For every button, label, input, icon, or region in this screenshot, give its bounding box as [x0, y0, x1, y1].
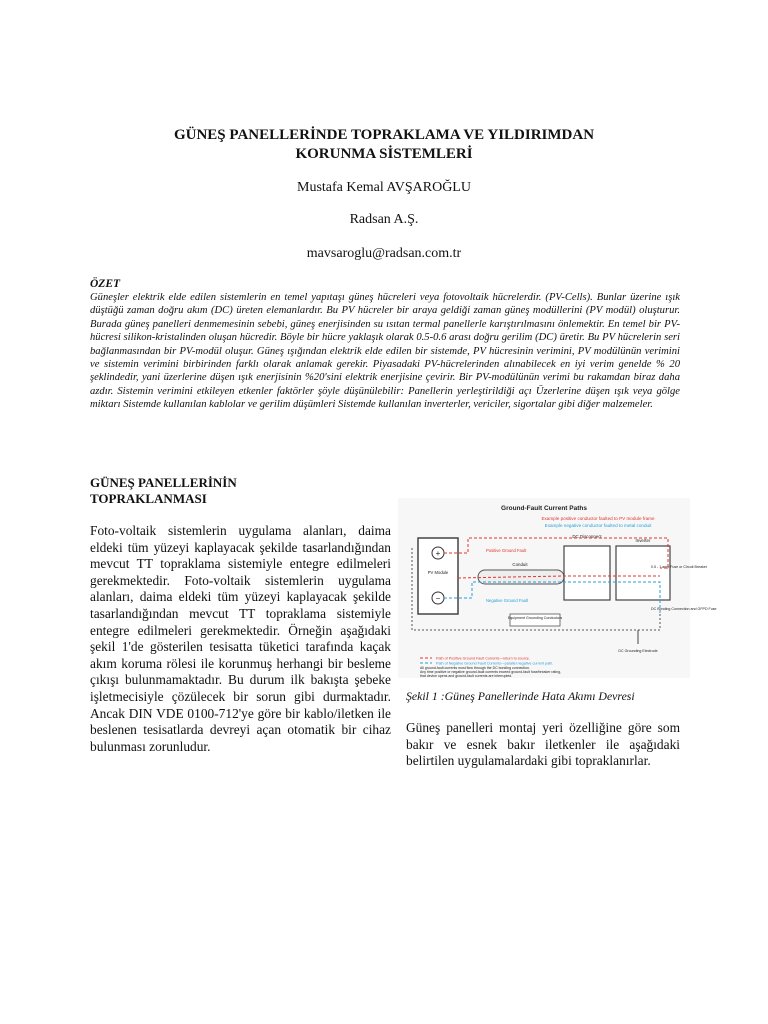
- title-line-1: GÜNEŞ PANELLERİNDE TOPRAKLAMA VE YILDIRIMDAN: [173, 127, 595, 143]
- affiliation: Radsan A.Ş.: [349, 212, 419, 227]
- inverter-box: [616, 546, 670, 600]
- fuse-label: 0.5 - 1 amp Fuse or Circuit Breaker: [651, 565, 708, 569]
- bonding-label: DC Bonding Connection and GFPD Fuse: [651, 607, 717, 611]
- figure-caption: Şekil 1 :Güneş Panellerinde Hata Akımı Devresi: [406, 689, 635, 703]
- electrode-label: DC Grounding Electrode: [618, 649, 658, 653]
- abstract-heading: ÖZET: [90, 278, 121, 290]
- section-heading-line-1: GÜNEŞ PANELLERİNİN: [90, 475, 237, 490]
- author-email: mavsaroglu@radsan.com.tr: [306, 246, 462, 261]
- dc-disconnect-box: [564, 546, 610, 600]
- abstract-text: Güneşler elektrik elde edilen sistemlerin en temel yapıtaşı güneş hücreleri veya fotovoltaik hücrelerdir. (PV-Cells). Bunlar üzerine ışık düştüğü zaman doğru akım (DC) üreten elemanlardır. Bu PV hücreler bir araya geldiği zaman güneş modüllerini (PV modül) oluşturur. Burada güneş panelleri denmemesinin sebebi, güneş enerjisinden su ısıtan termal panellerle karıştırılmasını önlemektir. En temel bir PV-hücresi silikon-kristalinden oluşan hücredir. Böyle bir hücre yaklaşık olarak 0.5-0.6 arası doğru gerilim (DC) üretir. Bu PV hücrelerin seri bağlanmasından bir PV-modül oluşur. Güneş ışığından elektrik elde edilen bir sistemde, PV hücresinin verimini, PV modülünün verimini ve sistemin verimini birbirinden farklı olarak anlamak gerekir. Piyasadaki PV-hücrelerinden alınabilecek en iyi verim genelde % 20 şeklindedir, yani üzerlerine düşen ışık enerjisinin %20'sini elektrik enerjisine çevirir. Bir PV-modülünün verimi bu rakamdan biraz daha azdır. Sistemin verimini etkileyen etkenler faktörler şöyle düşünülebilir: Panellerin yerleştirildiği açı Üzerlerine düşen ışık veya gölge miktarı Sistemde kullanılan kablolar ve gerilim düşümleri Sistemde kullanılan inverterler, vericiler, sigortalar gibi diğer malzemeler.: [90, 292, 680, 411]
- positive-sign-icon: +: [435, 549, 441, 558]
- figure-note-2: Any time positive or negative ground-fault currents exceed ground-fault fuse/breaker rating,: [420, 670, 562, 674]
- figure-subtitle-2: Example negative conductor faulted to metal conduit: [544, 523, 652, 528]
- inverter-label: Inverter: [635, 538, 651, 543]
- figure-note-3: that device opens and ground-fault currents are interrupted.: [420, 674, 513, 678]
- egc-label: Equipment Grounding Conductors: [507, 616, 563, 620]
- title-line-2: KORUNMA SİSTEMLERİ: [295, 146, 473, 162]
- pv-module-label: PV Module: [427, 570, 449, 575]
- legend-positive: Path of Positive Ground Fault Currents—return to source.: [436, 656, 530, 661]
- ground-fault-diagram: [398, 498, 717, 678]
- section-heading: [90, 475, 380, 507]
- positive-fault-label: Positive Ground Fault: [486, 548, 527, 553]
- figure-title: Ground-Fault Current Paths: [501, 505, 587, 512]
- ground-fault-figure: [398, 498, 717, 678]
- section-body-left: Foto-voltaik sistemlerin uygulama alanları, daima eldeki tüm yüzeyi kaplayacak şekilde tasarlandığından mevcut TT topraklama sistemiyle entegre edilmeleri gerekmektedir. Foto-voltaik sistemlerin uygulama alanları, daima eldeki tüm yüzeyi kaplayacak şekilde tasarlandığından mevcut TT topraklama sistemiyle entegre edilmeleri gerekmektedir. Örneğin aşağıdaki şekil 1'de gösterilen tesisatta tüketici tarafında kaçak akım koruma rölesi ile korunmuş herhangi bir besleme çıkışı bulunmamaktadır. Bu durum ilk bakışta şebeke işletmecisiyle çözülecek bir sorun gibi durmaktadır. Ancak DIN VDE 0100-712'ye göre bir kablo/iletken ile beslenen tesisatlarda devreyi açan otomatik bir cihaz bulunması zorunludur.: [90, 523, 391, 754]
- legend-negative: Path of Negative Ground Fault Currents—parallel negative current path.: [436, 661, 554, 666]
- negative-sign-icon: −: [435, 594, 441, 603]
- negative-fault-label: Negative Ground Fault: [486, 598, 529, 603]
- figure-note-1: All ground-fault currents must flow through the DC bonding connection.: [420, 666, 530, 670]
- author-name: Mustafa Kemal AVŞAROĞLU: [297, 180, 471, 195]
- paper-title: [90, 126, 678, 164]
- conduit-label: Conduit: [512, 562, 528, 567]
- section-heading-line-2: TOPRAKLANMASI: [90, 491, 207, 506]
- section-body-right: Güneş panelleri montaj yeri özelliğine göre som bakır ve esnek bakır iletkenler ile aşağıdaki belirtilen uygulamalardaki gibi topraklanırlar.: [406, 720, 680, 769]
- figure-subtitle-1: Example positive conductor faulted to PV module frame: [541, 516, 655, 521]
- dc-disconnect-label: DC Disconnect: [572, 534, 602, 539]
